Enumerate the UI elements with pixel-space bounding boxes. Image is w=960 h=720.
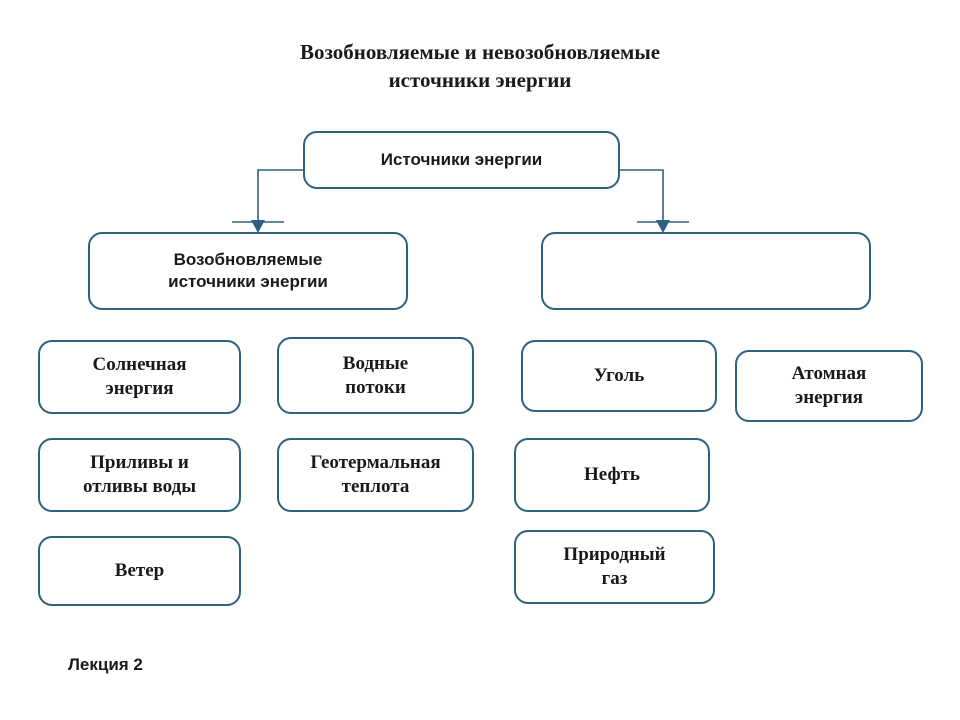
- node-natural-gas-line-2: газ: [601, 568, 628, 589]
- node-tides-line-2: отливы воды: [82, 476, 197, 497]
- node-tides[interactable]: [38, 438, 241, 512]
- node-renewable-sources-label-line-1: Возобновляемые: [173, 250, 323, 269]
- node-oil-label: Нефть: [584, 464, 640, 485]
- node-geothermal-heat[interactable]: [277, 438, 474, 512]
- node-water-flows[interactable]: [277, 337, 474, 414]
- node-coal[interactable]: [521, 340, 717, 412]
- node-solar-energy-line-2: энергия: [105, 378, 174, 399]
- connector-root-to-right: [618, 170, 663, 222]
- node-natural-gas[interactable]: [514, 530, 715, 604]
- node-solar-energy-label: [85, 353, 195, 401]
- node-geothermal-heat-line-1: Геотермальная: [310, 452, 441, 473]
- node-nuclear-energy-line-1: Атомная: [791, 363, 867, 384]
- node-geothermal-heat-line-2: теплота: [341, 476, 410, 497]
- node-tides-line-1: Приливы и: [90, 452, 189, 473]
- node-nuclear-energy-line-2: энергия: [794, 387, 863, 408]
- node-water-flows-line-1: Водные: [342, 352, 409, 374]
- node-wind[interactable]: [38, 536, 241, 606]
- node-water-flows-label: [335, 352, 416, 400]
- node-oil[interactable]: [514, 438, 710, 512]
- node-solar-energy[interactable]: [38, 340, 241, 414]
- page-title-line-2: источники энергии: [388, 68, 572, 92]
- page-title-line-1: Возобновляемые и невозобновляемые: [299, 40, 661, 64]
- node-geothermal-heat-label: [302, 451, 448, 499]
- node-tides-label: [75, 451, 204, 499]
- lecture-label: Лекция 2: [68, 655, 143, 674]
- node-renewable-sources[interactable]: [88, 232, 408, 310]
- node-water-flows-line-2: потоки: [345, 376, 406, 398]
- node-energy-sources[interactable]: [303, 131, 620, 189]
- node-natural-gas-label: [555, 543, 673, 591]
- connector-root-to-left: [258, 170, 305, 222]
- node-nonrenewable-sources[interactable]: [541, 232, 871, 310]
- node-natural-gas-line-1: Природный: [563, 544, 666, 565]
- node-solar-energy-line-1: Солнечная: [92, 354, 187, 375]
- node-renewable-sources-label: [160, 249, 336, 293]
- node-wind-label: Ветер: [114, 560, 165, 581]
- node-energy-sources-label: Источники энергии: [380, 150, 543, 169]
- node-coal-label: Уголь: [593, 365, 645, 386]
- node-nuclear-energy[interactable]: [735, 350, 923, 422]
- node-renewable-sources-label-line-2: источники энергии: [168, 272, 328, 291]
- node-nuclear-energy-label: [784, 362, 875, 410]
